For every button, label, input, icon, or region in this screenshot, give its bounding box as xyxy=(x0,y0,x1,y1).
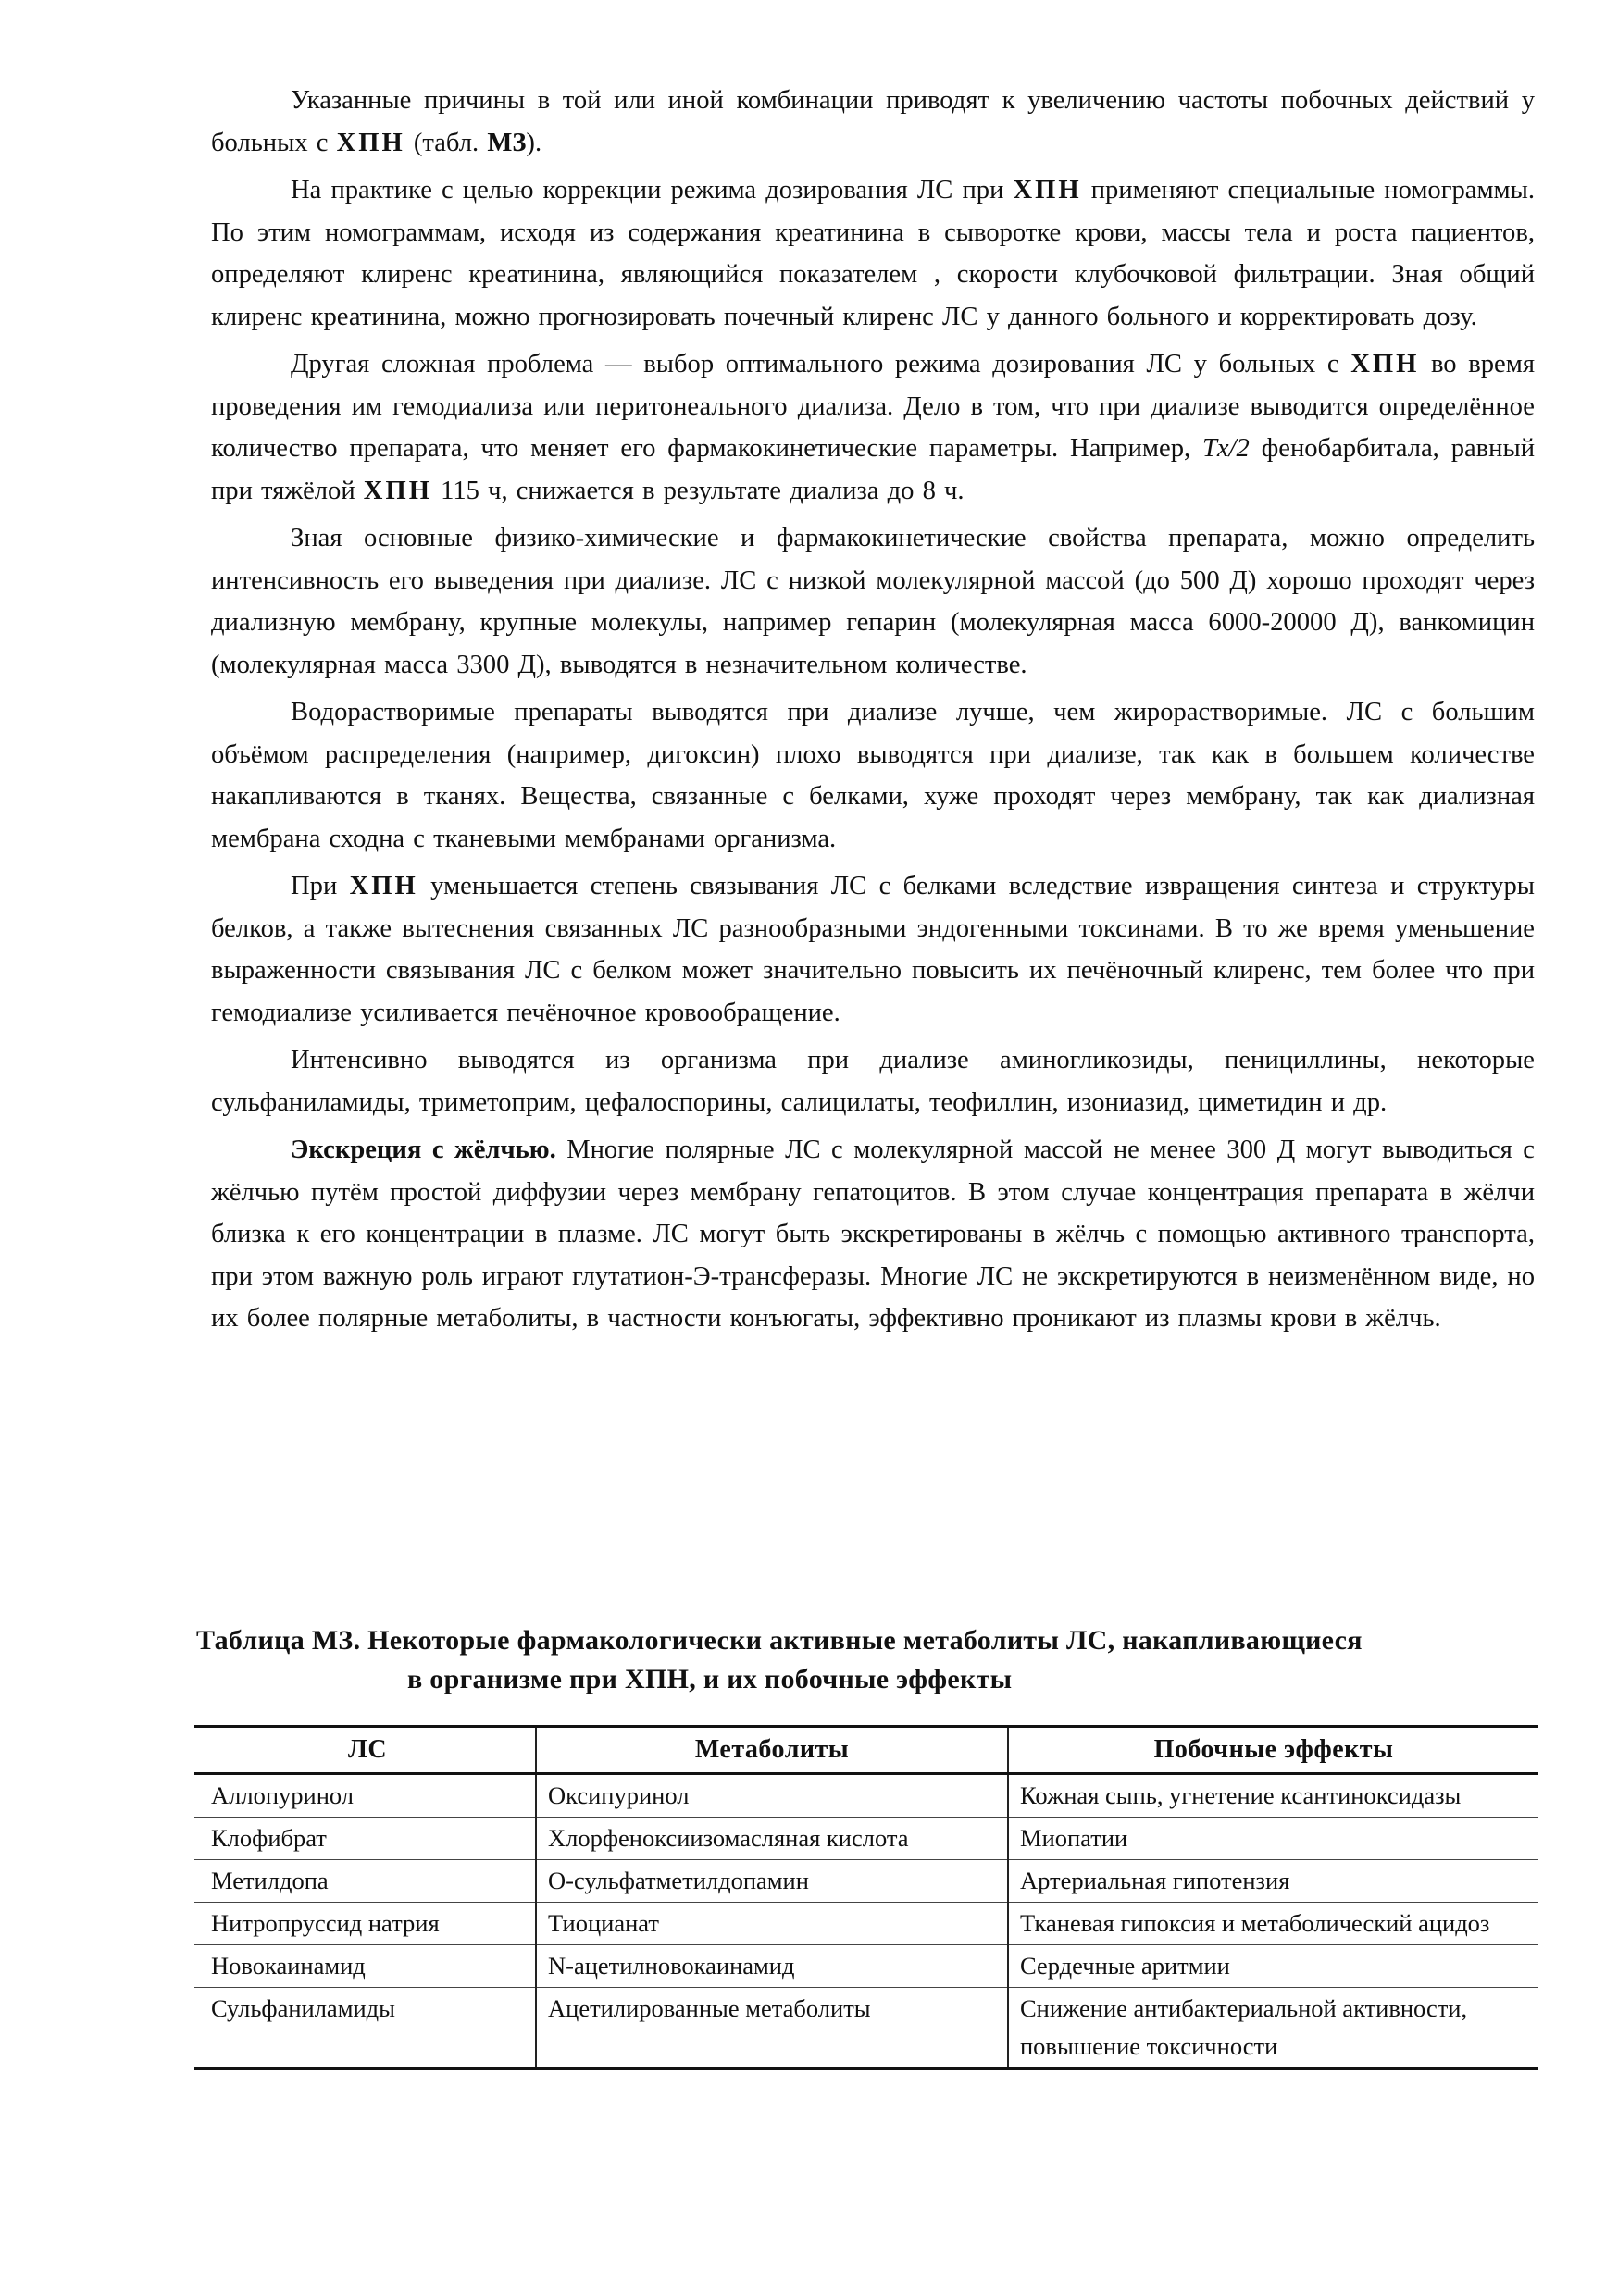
text-segment: фенобарбитала, равный при тяжёлой xyxy=(211,434,1535,505)
cell-drug: Нитропруссид натрия xyxy=(194,1903,536,1945)
table-row xyxy=(194,1903,1538,1945)
cell-side-effect: Кожная сыпь, угнетение ксантиноксидазы xyxy=(1008,1774,1538,1818)
table-caption xyxy=(196,1621,1557,1699)
text-segment: 115 ч, снижается в результате диализа до 8 ч. xyxy=(431,476,965,505)
paragraph xyxy=(211,169,1535,338)
cell-metabolite: Оксипуринол xyxy=(536,1774,1008,1818)
table-caption-line-2: в организме при ХПН, и их побочные эффекты xyxy=(407,1664,1013,1694)
abbreviation-khpn: ХПН xyxy=(363,476,432,505)
cell-drug: Аллопуринол xyxy=(194,1774,536,1818)
table-row xyxy=(194,1860,1538,1903)
cell-side-effect: Снижение антибактериальной активности, повышение токсичности xyxy=(1008,1988,1538,2069)
cell-side-effect: Миопатии xyxy=(1008,1818,1538,1860)
table-body xyxy=(194,1774,1538,2069)
text-segment: Многие полярные ЛС с молекулярной массой не менее 300 Д могут выводиться с жёлчью путём простой диффузии через мембрану гепатоцитов. В этом случае концентрация препарата в жёлчи близка к его концентрации в плазме. ЛС могут быть экскретированы в жёлчь с помощью активного транспорта, при этом важную роль играют глутатион-Э-трансферазы. Многие ЛС не экскретируются в неизменённом виде, но их более полярные метаболиты, в частности конъюгаты, эффективно проникают из плазмы крови в жёлчь. xyxy=(211,1136,1535,1333)
cell-metabolite: Ацетилированные метаболиты xyxy=(536,1988,1008,2069)
paragraph xyxy=(211,517,1535,686)
cell-drug: Метилдопа xyxy=(194,1860,536,1903)
cell-metabolite: Тиоцианат xyxy=(536,1903,1008,1945)
body-text xyxy=(211,80,1535,1346)
text-segment: Интенсивно выводятся из организма при диализе аминогликозиды, пенициллины, некоторые сульфаниламиды, триметоприм, цефалоспорины, салицилаты, теофиллин, изониазид, циметидин и др. xyxy=(211,1046,1535,1117)
header-drug: ЛС xyxy=(194,1727,536,1774)
text-segment: применяют специальные номограммы. По этим номограммам, исходя из содержания креатинина в сыворотке крови, массы тела и роста пациентов, определяют клиренс креатинина, являющийся показателем , скорости клубочковой фильтрации. Зная общий клиренс креатинина, можно прогнозировать почечный клиренс ЛС у данного больного и корректировать дозу. xyxy=(211,176,1535,331)
text-segment: во время проведения им гемодиализа или перитонеального диализа. Дело в том, что при диализе выводится определённое количество препарата, что меняет его фармакокинетические параметры. Например, xyxy=(211,350,1535,463)
abbreviation-khpn: ХПН xyxy=(349,872,418,900)
paragraph xyxy=(211,1039,1535,1123)
cell-drug: Клофибрат xyxy=(194,1818,536,1860)
text-segment: Водорастворимые препараты выводятся при диализе лучше, чем жирорастворимые. ЛС с большим объёмом распределения (например, дигоксин) плохо выводятся при диализе, так как в большем количестве накапливаются в тканях. Вещества, связанные с белками, хуже проходят через мембрану, так как диализная мембрана сходна с тканевыми мембранами организма. xyxy=(211,698,1535,853)
paragraph xyxy=(211,343,1535,512)
header-metabolites: Метаболиты xyxy=(536,1727,1008,1774)
paragraph xyxy=(211,1129,1535,1340)
text-segment: ). xyxy=(526,128,542,157)
text-segment: При xyxy=(291,872,350,900)
text-segment: уменьшается степень связывания ЛС с белками вследствие извращения синтеза и структуры белков, а также вытеснения связанных ЛС разнообразными эндогенными токсинами. В то же время уменьшение выраженности связывания ЛС с белком может значительно повысить их печёночный клиренс, тем более что при гемодиализе усиливается печёночное кровообращение. xyxy=(211,872,1535,1027)
cell-metabolite: Хлорфеноксиизомасляная кислота xyxy=(536,1818,1008,1860)
bold-term: Экскреция с жёлчью. xyxy=(291,1136,556,1164)
text-segment: Другая сложная проблема — выбор оптимального режима дозирования ЛС у больных с xyxy=(291,350,1351,379)
cell-metabolite: О-сульфатметилдопамин xyxy=(536,1860,1008,1903)
bold-term: МЗ xyxy=(487,128,527,157)
table-caption-line-1: Таблица МЗ. Некоторые фармакологически активные метаболиты ЛС, накапливающиеся xyxy=(196,1625,1363,1656)
abbreviation-khpn: ХПН xyxy=(1350,350,1420,379)
cell-side-effect: Сердечные аритмии xyxy=(1008,1945,1538,1988)
text-segment: Указанные причины в той или иной комбинации приводят к увеличению частоты побочных действий у больных с xyxy=(211,86,1535,157)
cell-side-effect: Тканевая гипоксия и метаболический ацидоз xyxy=(1008,1903,1538,1945)
text-segment: (табл. xyxy=(404,128,488,157)
table-row xyxy=(194,1988,1538,2069)
cell-side-effect: Артериальная гипотензия xyxy=(1008,1860,1538,1903)
cell-metabolite: N-ацетилновокаинамид xyxy=(536,1945,1008,1988)
abbreviation-khpn: ХПН xyxy=(1013,176,1082,205)
metabolites-table xyxy=(194,1725,1538,2070)
half-life-formula: Tx/2 xyxy=(1202,434,1250,463)
cell-drug: Новокаинамид xyxy=(194,1945,536,1988)
abbreviation-khpn: ХПН xyxy=(336,128,405,157)
paragraph xyxy=(211,865,1535,1034)
paragraph xyxy=(211,80,1535,164)
header-side-effects: Побочные эффекты xyxy=(1008,1727,1538,1774)
cell-drug: Сульфаниламиды xyxy=(194,1988,536,2069)
table-row xyxy=(194,1774,1538,1818)
paragraph xyxy=(211,691,1535,860)
table-header-row xyxy=(194,1727,1538,1774)
text-segment: Зная основные физико-химические и фармакокинетические свойства препарата, можно определить интенсивность его выведения при диализе. ЛС с низкой молекулярной массой (до 500 Д) хорошо проходят через диализную мембрану, крупные молекулы, например гепарин (молекулярная масса 6000-20000 Д), ванкомицин (молекулярная масса 3300 Д), выводятся в незначительном количестве. xyxy=(211,524,1535,679)
table-row xyxy=(194,1818,1538,1860)
table-row xyxy=(194,1945,1538,1988)
text-segment: На практике с целью коррекции режима дозирования ЛС при xyxy=(291,176,1014,205)
